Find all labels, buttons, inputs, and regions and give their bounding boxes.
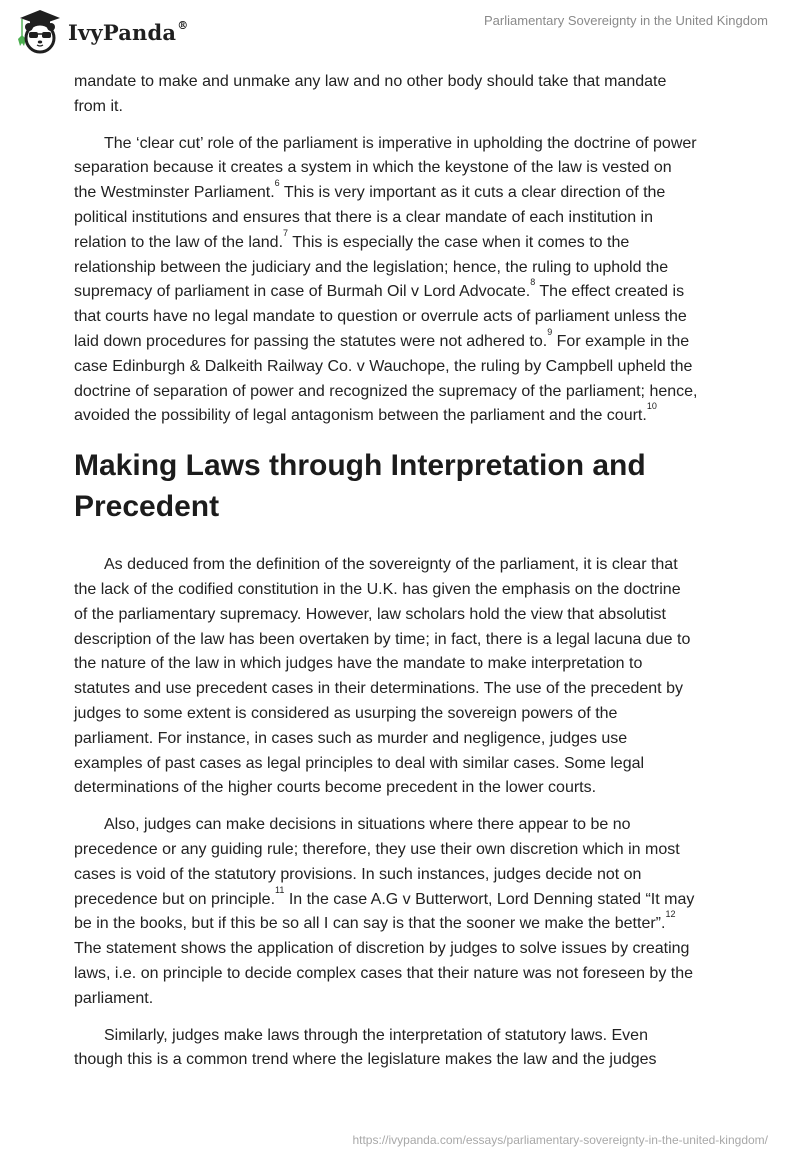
body-paragraph: mandate to make and unmake any law and no other body should take that mandate from it. [74, 73, 667, 115]
footnote-marker[interactable]: 10 [646, 401, 657, 412]
page-header [0, 0, 800, 60]
footnote-marker[interactable]: 6 [274, 178, 280, 189]
source-url[interactable]: https://ivypanda.com/essays/parliamentary-sovereignty-in-the-united-kingdom/ [352, 1133, 768, 1147]
essay-content [74, 70, 734, 1085]
intro-paragraphs [74, 70, 734, 429]
body-paragraph: Similarly, judges make laws through the interpretation of statutory laws. Even though this is a common trend where the legislature makes the law and the judges [74, 1026, 657, 1069]
section-paragraphs [74, 553, 734, 1073]
footnote-marker[interactable]: 11 [275, 884, 285, 895]
body-paragraph: Also, judges can make decisions in situations where there appear to be no precedence or any guiding rule; therefore, they use their own discretion which in most cases is void of the statutory provisions. In such instances, judges decide not on precedence but on principle.$^{11}$ In the case A.G v Butterwort, Lord Denning stated “It may be in the books, but if this be so all I can say is that the sooner we make the better”.$^{12}$ The statement shows the application of discretion by judges to solve issues by creating laws, i.e. on principle to decide complex cases that their nature was not foreseen by the parliament. [74, 816, 695, 1007]
panda-graduate-logo-icon [16, 8, 60, 54]
footnote-marker[interactable]: 9 [547, 326, 553, 337]
section-heading: Making Laws through Interpretation and Precedent [74, 449, 646, 524]
ivypanda-logo[interactable] [16, 8, 188, 54]
brand-name: IvyPanda® [68, 18, 189, 45]
footnote-marker[interactable]: 7 [283, 227, 289, 238]
document-title: Parliamentary Sovereignty in the United Kingdom [484, 13, 768, 28]
body-paragraph: The ‘clear cut’ role of the parliament is imperative in upholding the doctrine of power separation because it creates a system in which the keystone of the law is vested on the Westminster Parliament.$^6$ This is very important as it cuts a clear direction of the political institutions and ensures that there is a clear mandate of each institution in relation to the law of the land.$^7$ This is especially the case when it comes to the relationship between the judiciary and the legislation; hence, the ruling to uphold the supremacy of parliament in case of Burmah Oil v Lord Advocate.$^8$ The effect created is that courts have no legal mandate to question or overrule acts of parliament unless the laid down procedures for passing the statutes were not adhered to.$^9$ For example in the case Edinburgh & Dalkeith Railway Co. v Wauchope, the ruling by Campbell upheld the doctrine of separation of power and recognized the supremacy of the parliament; hence, avoided the possibility of legal antagonism between the parliament and the court.$^{10}$ [74, 134, 698, 425]
footnote-marker[interactable]: 12 [665, 909, 676, 920]
body-paragraph: As deduced from the definition of the sovereignty of the parliament, it is clear that the lack of the codified constitution in the U.K. has given the emphasis on the doctrine of the parliamentary supremacy. However, law scholars hold the view that absolutist description of the law has been overtaken by time; in fact, there is a legal lacuna due to the nature of the law in which judges have the mandate to make interpretation to statutes and use precedent cases in their determinations. The use of the precedent by judges to some extent is considered as usurping the sovereign powers of the parliament. For instance, in cases such as murder and negligence, judges use examples of past cases as legal principles to deal with similar cases. Some legal determinations of the higher courts become precedent in the lower courts. [74, 556, 691, 797]
footnote-marker[interactable]: 8 [530, 277, 536, 288]
